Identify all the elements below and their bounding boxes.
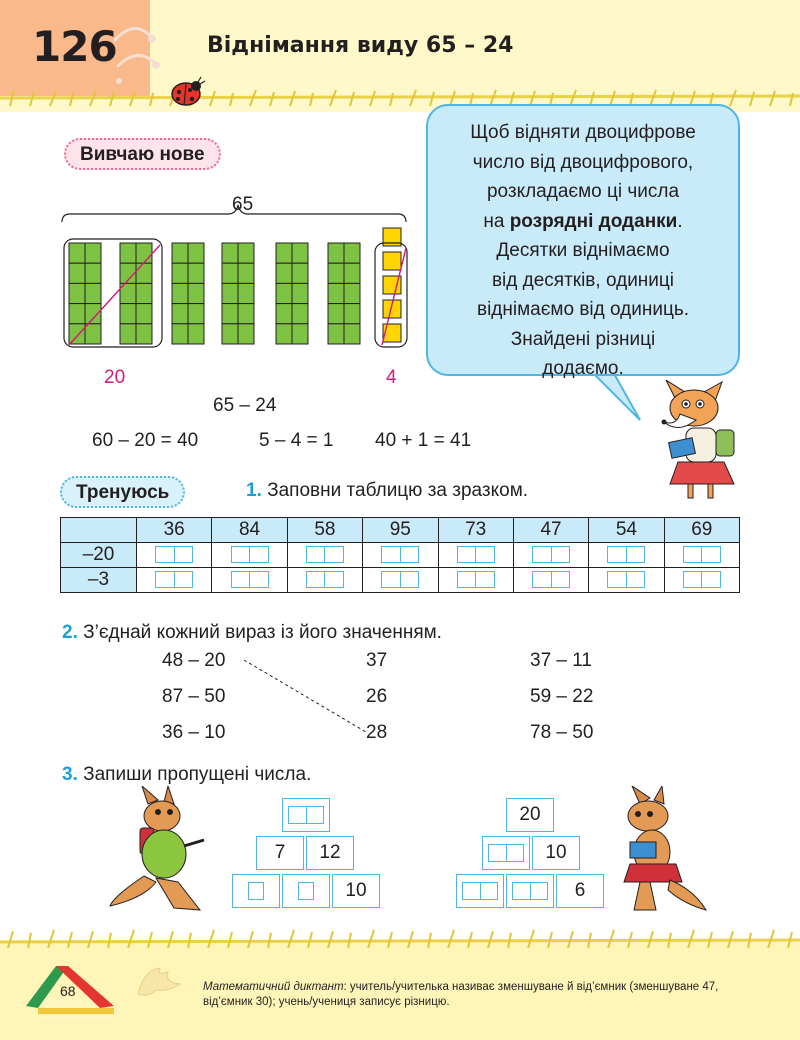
task-2-number: 2.: [62, 622, 78, 643]
task-3-number: 3.: [62, 764, 78, 785]
page-number: 68: [60, 983, 76, 999]
value-3[interactable]: 28: [366, 722, 388, 743]
pyramid-1-bottom-left[interactable]: [232, 874, 280, 908]
rule-line-8: Знайдені різниці: [510, 328, 656, 350]
pyramid-2-middle-right: 10: [532, 836, 580, 870]
rule-line-5: Десятки віднімаємо: [496, 240, 670, 261]
pyramid-1-middle-left: 7: [256, 836, 304, 870]
column-header: 95: [363, 518, 438, 543]
step-3: 40 + 1 = 41: [375, 430, 472, 451]
column-header: 54: [589, 518, 664, 543]
rule-line-2: число від двоцифрового,: [472, 151, 694, 173]
task-1-text: Заповни таблицю за зразком.: [267, 480, 529, 501]
expression-left-1[interactable]: 48 – 20: [162, 650, 226, 671]
task-3-text: Запиши пропущені числа.: [83, 764, 312, 785]
pyramid-2-bottom-left[interactable]: [456, 874, 504, 908]
page-title: Віднімання виду 65 – 24: [207, 33, 514, 58]
tens-removed-label: 20: [104, 367, 126, 388]
row-label: –3: [61, 568, 137, 593]
step-2: 5 – 4 = 1: [259, 430, 334, 451]
step-1: 60 – 20 = 40: [92, 430, 199, 451]
expression-left-2[interactable]: 87 – 50: [162, 686, 226, 707]
expression-right-1[interactable]: 37 – 11: [530, 650, 592, 671]
rule-line-7: віднімаємо від одиниць.: [476, 299, 690, 320]
pyramid-1-bottom-right: 10: [332, 874, 380, 908]
pyramid-2-bottom-right: 6: [556, 874, 604, 908]
value-1[interactable]: 37: [366, 650, 388, 671]
expression-right-3[interactable]: 78 – 50: [530, 722, 594, 743]
pyramid-1-middle-right: 12: [306, 836, 354, 870]
value-2[interactable]: 26: [366, 686, 388, 707]
leaf-decoration-icon: [134, 964, 184, 1004]
column-header: 73: [438, 518, 513, 543]
column-header: 36: [137, 518, 212, 543]
kangaroo-boy-icon: [104, 786, 214, 916]
expression-right-2[interactable]: 59 – 22: [530, 686, 594, 707]
pyramid-2-middle-left[interactable]: [482, 836, 530, 870]
expression-label: 65 – 24: [213, 395, 277, 416]
rule-line-6: від десятків, одиниці: [491, 269, 675, 291]
practice-badge: Тренуюсь: [60, 476, 185, 508]
ones-removed-label: 4: [386, 367, 397, 388]
column-header: 84: [212, 518, 287, 543]
total-label: 65: [232, 194, 254, 215]
task-1-number: 1.: [246, 480, 262, 501]
pyramid-1-bottom-middle[interactable]: [282, 874, 330, 908]
lesson-number: 126: [32, 22, 117, 71]
expression-left-3[interactable]: 36 – 10: [162, 722, 226, 743]
teacher-note-text: : учитель/учителька називає зменшуване й від’ємник (зменшуване 47, від’ємник 30); учень/учениця записує різницю.: [203, 981, 719, 1008]
learn-new-badge: Вивчаю нове: [64, 138, 221, 170]
column-header: 47: [513, 518, 588, 543]
column-header: 58: [287, 518, 362, 543]
pyramid-2-bottom-middle[interactable]: [506, 874, 554, 908]
rule-line-9: додаємо.: [542, 358, 624, 379]
pyramid-1-top[interactable]: [282, 798, 330, 832]
rule-key-term: розрядні доданки: [509, 210, 678, 232]
rule-line-3: розкладаємо ці числа: [486, 181, 680, 202]
task-2-text: З’єднай кожний вираз із його значенням.: [83, 622, 442, 643]
kangaroo-girl-icon: [610, 786, 710, 916]
teacher-note: [203, 980, 763, 1010]
teacher-note-title: Математичний диктант: [203, 981, 344, 993]
rule-line-4-pre: на: [483, 210, 510, 232]
task-3-heading: [62, 764, 311, 786]
rule-line-4-post: .: [677, 210, 683, 232]
rule-line-1: Щоб відняти двоцифрове: [470, 122, 696, 143]
row-label: –20: [61, 543, 137, 568]
pyramid-2-top: 20: [506, 798, 554, 832]
grass-border-bottom: [0, 928, 800, 952]
column-header: 69: [664, 518, 739, 543]
